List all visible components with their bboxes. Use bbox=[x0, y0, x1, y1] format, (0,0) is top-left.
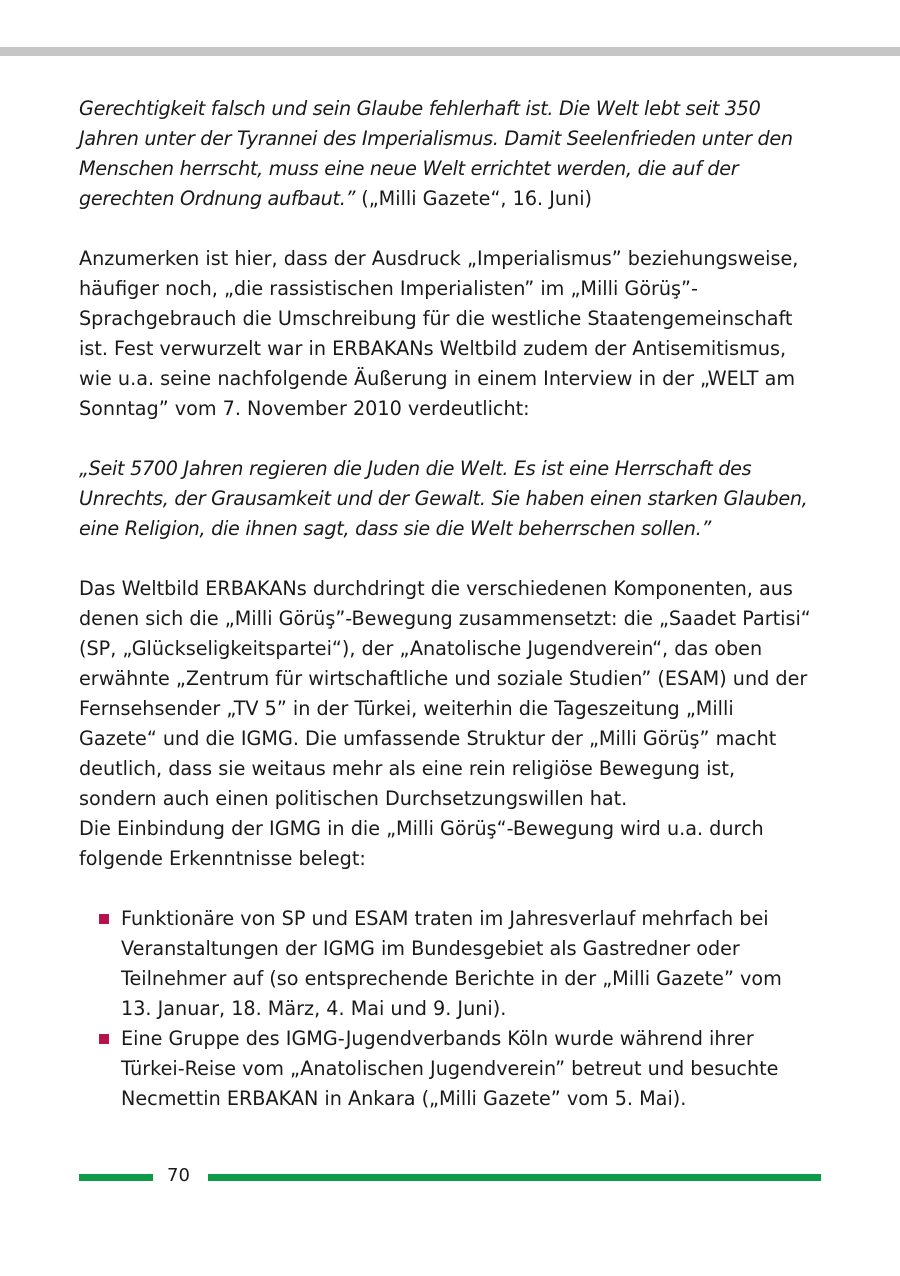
bullet-list bbox=[79, 904, 815, 1114]
page-number: 70 bbox=[167, 1165, 190, 1186]
paragraph-4: Das Weltbild ERBAKANs durchdringt die verschiedenen Komponenten, aus denen sich die „Milli Görüş”-Bewegung zusammensetzt: die „Saadet Partisi“ (SP, „Glückseligkeitspartei“), der „Anatolische Jugendverein“, das oben erwähnte „Zentrum für wirtschaftliche und soziale Studien” (ESAM) und der Fernsehsender „TV 5” in der Türkei, weiterhin die Tageszeitung „Milli Gazete“ und die IGMG. Die umfassende Struktur der „Milli Görüş” macht deutlich, dass sie weitaus mehr als eine rein religiöse Bewegung ist, sondern auch einen politischen Durchsetzungswillen hat. bbox=[79, 577, 811, 810]
list-item-text: Eine Gruppe des IGMG-Jugendverbands Köln wurde während ihrer Türkei-Reise vom „Anatolischen Jugendverein” betreut und besuchte Necmettin ERBAKAN in Ankara („Milli Gazete” vom 5. Mai). bbox=[121, 1027, 779, 1110]
list-item bbox=[121, 904, 815, 1024]
quote-text: Gerechtigkeit falsch und sein Glaube fehlerhaft ist. Die Welt lebt seit 350 Jahren unter der Tyrannei des Imperialismus. Damit Seelenfrieden unter den Menschen herrscht, muss eine neue Welt errichtet werden, die auf der gerechten Ordnung aufbaut.” bbox=[79, 97, 793, 210]
square-bullet-icon bbox=[99, 914, 109, 924]
paragraph-quote-1 bbox=[79, 94, 815, 214]
list-item bbox=[121, 1024, 815, 1114]
quote-source: („Milli Gazete“, 16. Juni) bbox=[355, 187, 593, 210]
paragraph-quote-2: „Seit 5700 Jahren regieren die Juden die Welt. Es ist eine Herrschaft des Unrechts, der Grausamkeit und der Gewalt. Sie haben einen starken Glauben, eine Religion, die ihnen sagt, dass sie die Welt beherrschen sollen.” bbox=[79, 457, 808, 540]
top-rule bbox=[0, 47, 900, 56]
page-body bbox=[79, 94, 815, 1114]
paragraph-5: Die Einbindung der IGMG in die „Milli Görüş“-Bewegung wird u.a. durch folgende Erkenntnisse belegt: bbox=[79, 817, 764, 870]
footer-bar-right bbox=[208, 1174, 821, 1181]
square-bullet-icon bbox=[99, 1034, 109, 1044]
paragraph-2: Anzumerken ist hier, dass der Ausdruck „Imperialismus” beziehungsweise, häufiger noch, „die rassistischen Imperialisten” im „Milli Görüş”-Sprachgebrauch die Umschreibung für die westliche Staatengemeinschaft ist. Fest verwurzelt war in ERBAKANs Weltbild zudem der Antisemitismus, wie u.a. seine nachfolgende Äußerung in einem Interview in der „WELT am Sonntag” vom 7. November 2010 verdeutlicht: bbox=[79, 247, 799, 420]
page-footer bbox=[79, 1165, 821, 1187]
list-item-text: Funktionäre von SP und ESAM traten im Jahresverlauf mehrfach bei Veranstaltungen der IGMG im Bundesgebiet als Gastredner oder Teilnehmer auf (so entsprechende Berichte in der „Milli Gazete” vom 13. Januar, 18. März, 4. Mai und 9. Juni). bbox=[121, 907, 782, 1020]
footer-bar-left bbox=[79, 1174, 153, 1181]
